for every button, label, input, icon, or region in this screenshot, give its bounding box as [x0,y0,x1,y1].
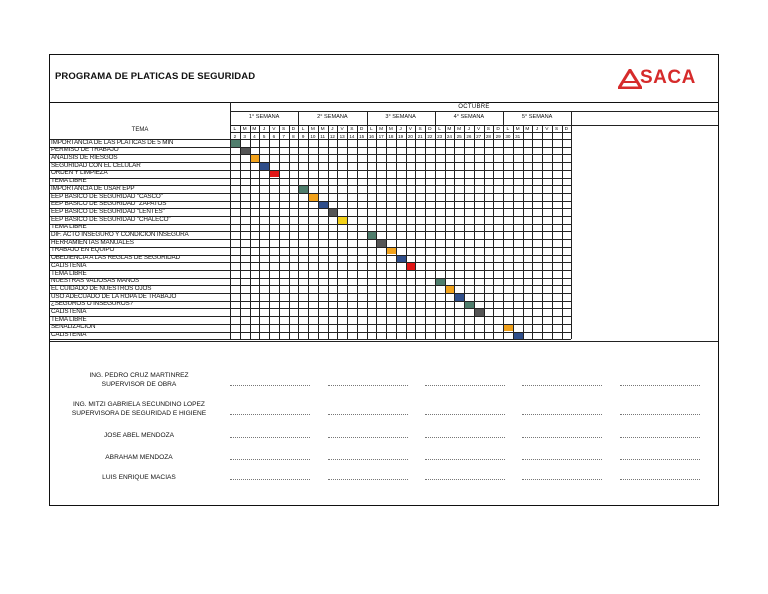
scheduled-cell [318,201,328,209]
grid-line [318,125,319,339]
topic-row: ORDEN Y LIMPIEZA [51,170,108,177]
day-letter: M [310,126,315,132]
grid-line [532,125,533,339]
date-number: 7 [282,133,285,139]
day-letter: J [535,126,539,132]
grid-line [445,125,446,339]
grid-line [308,125,309,339]
signature-line[interactable] [522,479,602,480]
day-letter: S [282,126,286,132]
grid-line [406,125,407,339]
signature-line[interactable] [328,385,408,386]
topic-row: ANALISIS DE RIESGOS [51,155,118,161]
day-letter: L [301,126,305,132]
signature-line[interactable] [425,479,505,480]
scheduled-cell [454,293,464,301]
signature-line[interactable] [425,385,505,386]
signatory-name [50,473,228,482]
topic-row: SEÑALIZACION [51,324,96,331]
day-letter: J [262,126,266,132]
grid-line [357,125,358,339]
date-number: 31 [515,133,521,139]
topic-row: IMPORTANCIA DE USAR EPP [51,185,135,192]
grid-line [240,125,241,339]
grid-line [542,125,543,339]
grid-line [503,111,504,339]
grid-line [562,125,563,339]
day-letter: S [555,126,559,132]
week-label: 4° SEMANA [453,114,485,120]
date-number: 5 [262,133,266,139]
signature-line[interactable] [620,459,700,460]
scheduled-cell [513,332,523,340]
date-number: 17 [378,133,384,139]
day-letter: M [379,126,384,132]
day-letter: D [359,126,364,132]
topic-row: TEMA LIBRE [51,178,87,185]
grid-line [289,125,290,339]
topic-row: EEP BASICO DE SEGURIDAD "CHALECO" [51,216,171,223]
topic-row: DIF. ACTO INSEGURO Y CONDICION INSEGURA [51,232,189,238]
scheduled-cell [328,208,338,216]
day-letter: L [370,126,373,132]
page-title: PROGRAMA DE PLATICAS DE SEGURIDAD [55,71,256,82]
grid-line [571,111,572,339]
date-number: 12 [329,133,335,139]
scheduled-cell [503,324,513,332]
day-letter: D [564,126,569,132]
signature-line[interactable] [230,479,310,480]
date-number: 30 [505,133,511,139]
week-label: 5° SEMANA [521,114,553,120]
scheduled-cell [386,247,396,255]
grid-line [493,125,494,339]
topic-row: CALISTENIA [51,309,87,315]
date-number: 11 [320,133,326,139]
date-number: 3 [243,133,246,139]
day-letter: M [252,126,257,132]
topic-row: TEMA LIBRE [51,224,87,231]
signature-line[interactable] [328,437,408,438]
signatory-line-role: SUPERVISOR DE OBRA [101,381,177,389]
signature-line[interactable] [425,437,505,438]
signatory-line-name: ABRAHAM MENDOZA [105,454,173,461]
date-number: 16 [368,133,374,139]
grid-line [279,125,280,339]
scheduled-cell [298,185,308,193]
signatory-line-name: LUIS ENRIQUE MACIAS [102,474,176,481]
grid-line [454,125,455,339]
signature-line[interactable] [425,459,505,460]
topic-row: EEP BASICO DE SEGURIDAD "LENTES" [51,208,165,215]
date-number: 9 [301,133,305,139]
scheduled-cell [337,216,347,224]
scheduled-cell [464,301,474,309]
grid-line [376,125,377,339]
topic-row: IMPORTANCIA DE LAS PLATICAS DE 5 MIN [51,139,174,146]
date-number: 22 [427,133,433,139]
scheduled-cell [230,139,240,147]
grid-line [250,125,251,339]
topic-row: TEMA LIBRE [51,316,87,323]
signature-line[interactable] [230,437,310,438]
day-letter: D [291,126,296,132]
day-letter: L [506,126,510,132]
week-label: 3° SEMANA [385,114,416,120]
date-number: 8 [292,133,295,139]
grid-line [415,125,416,339]
signatory-name [50,400,228,418]
grid-line [435,111,436,339]
grid-line [513,125,514,339]
grid-line [328,125,329,339]
signature-line[interactable] [620,414,700,415]
grid-line [425,125,426,339]
signatory-line-name: ING. MITZI GABRIELA SECUNDINO LOPEZ [73,401,205,408]
day-letter: M [515,126,520,132]
date-number: 13 [339,133,345,139]
date-number: 29 [495,133,501,139]
signature-line[interactable] [328,459,408,460]
signature-line[interactable] [522,385,602,386]
topic-row: SEGURIDAD CON EL CELULAR [51,162,141,169]
scheduled-cell [250,154,260,162]
scheduled-cell [308,193,318,201]
topic-row: CALISTENIA [51,332,87,339]
date-number: 2 [233,133,237,139]
signature-line[interactable] [230,385,310,386]
date-number: 19 [398,133,404,139]
grid-line [464,125,465,339]
company-logo [618,67,708,91]
signatory-line-name: JOSE ABEL MENDOZA [103,432,175,439]
signature-line[interactable] [425,414,505,415]
scheduled-cell [376,239,386,247]
day-letter: D [428,126,432,132]
grid-line [259,125,260,339]
day-letter: L [233,126,237,132]
grid-line [552,125,553,339]
week-label: 1° SEMANA [248,114,280,120]
week-label: 2° SEMANA [317,114,348,120]
date-number: 28 [485,133,491,139]
day-letter: V [340,126,344,132]
day-letter: V [408,126,412,132]
signature-line[interactable] [620,385,700,386]
topic-row: NUESTRAS VALIOSAS MANOS [51,278,140,285]
grid-line [230,111,718,112]
grid-line [347,125,348,339]
topic-row: USO ADECUADO DE LA ROPA DE TRABAJO [51,293,177,300]
signature-line[interactable] [522,437,602,438]
signature-line[interactable] [620,437,700,438]
day-letter: M [525,126,530,132]
grid-line [523,125,524,339]
date-number: 4 [253,133,256,139]
scheduled-cell [396,255,406,263]
day-letter: J [467,126,471,132]
grid-line [396,125,397,339]
day-letter: J [399,126,402,132]
signatory-name [50,431,228,440]
day-letter: V [272,126,276,132]
grid-line [367,111,368,339]
grid-line [484,125,485,339]
signatory-line-role: SUPERVISORA DE SEGURIDAD E HIGIENE [71,410,207,418]
day-letter: M [320,126,325,132]
scheduled-cell [445,285,455,293]
day-letter: S [350,126,354,132]
signatory-name [50,371,228,389]
date-number: 27 [476,133,482,139]
program-sheet [49,54,719,506]
topic-row: PERMISO DE TRABAJO [51,147,119,154]
date-number: 14 [349,133,355,139]
signature-line[interactable] [230,459,310,460]
day-letter: M [447,126,452,132]
topic-row: HERRAMIENTAS MANUALES [51,239,134,246]
day-letter: J [331,126,334,132]
scheduled-cell [240,147,250,155]
topic-row: CALISTENIA [51,262,87,269]
scheduled-cell [367,231,377,239]
day-letter: V [545,126,549,132]
topic-row: EEP BASICO DE SEGURIDAD "CASCO" [51,193,163,200]
grid-line [269,125,270,339]
day-letter: V [477,126,481,132]
date-number: 25 [456,133,462,139]
day-letter: M [457,126,462,132]
signature-line[interactable] [522,459,602,460]
date-number: 18 [388,133,394,139]
topic-row: EEP BASICO DE SEGURIDAD "ZAPATOS" [51,201,169,208]
signature-line[interactable] [522,414,602,415]
date-number: 23 [437,133,443,139]
topic-row: OBEDIENCIA A LAS REGLAS DE SEGURIDAD [51,255,180,262]
topic-row: EL CUIDADO DE NUESTROS OJOS [51,285,152,292]
signatory-name [50,453,228,462]
tema-header: TEMA [131,127,149,133]
date-number: 21 [417,133,423,139]
day-letter: D [496,126,500,132]
scheduled-cell [435,278,445,286]
date-number: 26 [466,133,472,139]
scheduled-cell [259,162,269,170]
grid-line [298,111,299,339]
signature-line[interactable] [230,414,310,415]
day-letter: L [438,126,441,132]
grid-line [337,125,338,339]
signature-line[interactable] [328,479,408,480]
signatory-line-name: ING. PEDRO CRUZ MARTINREZ [89,372,189,379]
date-number: 10 [310,133,316,139]
date-number: 15 [359,133,365,139]
date-number: 20 [407,133,413,139]
grid-line [50,341,718,342]
scheduled-cell [269,170,279,178]
month-label: OCTUBRE [458,104,490,110]
grid-line [474,125,475,339]
day-letter: S [418,126,422,132]
scheduled-cell [474,308,484,316]
topic-row: ¿SEGUROS O INSEGUROS? [51,301,133,308]
scheduled-cell [406,262,416,270]
signature-line[interactable] [620,479,700,480]
topic-row: TRABAJO EN EQUIPO [51,247,115,254]
signature-line[interactable] [328,414,408,415]
day-letter: M [388,126,393,132]
day-letter: S [486,126,490,132]
date-number: 24 [446,133,452,139]
logo-text: SACA [640,67,696,88]
header-band [50,55,718,103]
date-number: 6 [272,133,276,139]
grid-line [386,125,387,339]
day-letter: M [242,126,247,132]
logo-triangle-icon [618,69,642,89]
topic-row: TEMA LIBRE [51,270,87,277]
